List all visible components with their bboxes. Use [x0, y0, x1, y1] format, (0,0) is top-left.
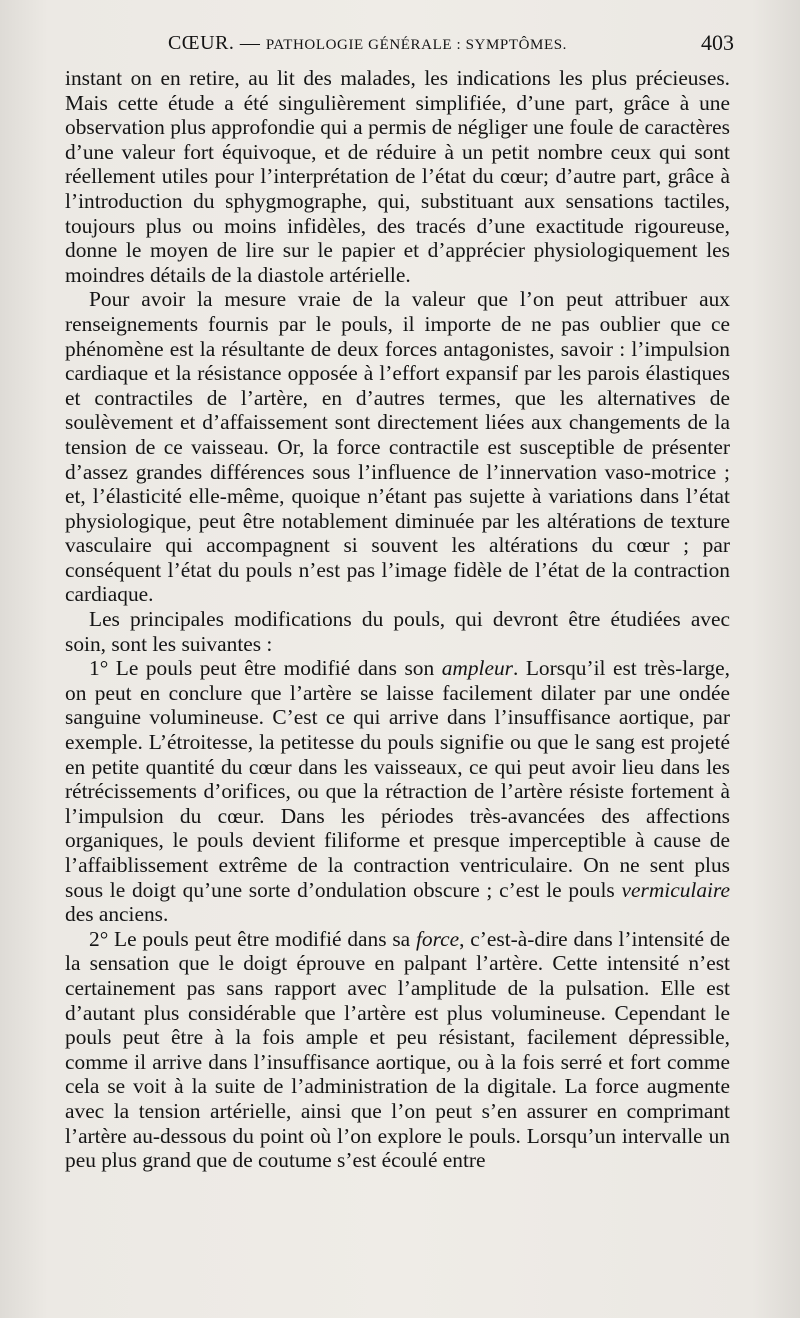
running-title	[65, 32, 670, 55]
paragraph-p1	[65, 66, 730, 287]
paragraph-p4	[65, 656, 730, 927]
paragraph-p2	[65, 287, 730, 607]
italic-term: ampleur	[441, 656, 513, 681]
running-title-separator: —	[234, 32, 266, 54]
paragraph-p3	[65, 607, 730, 656]
italic-term: vermiculaire	[621, 877, 730, 902]
running-title-subtitle: PATHOLOGIE GÉNÉRALE : SYMPTÔMES.	[265, 37, 568, 53]
text-segment: , c’est-à-dire dans l’intensité de la sensation que le doigt éprouve en palpant l’artère. Cette intensité n’est certainement pas sans rapport avec l’amplitude de la pulsation. Elle est d’autant plus considérable que l’artère est plus volumineuse. Cependant le pouls peut être à la fois ample et peu résistant, facilement dépressible, comme il arrive dans l’insuffisance aortique, ou à la fois serré et fort comme cela se voit à la suite de l’administration de la digitale. La force augmente avec la tension artérielle, ainsi que l’on peut s’en assurer en comprimant l’artère au-dessous du point où l’on explore le pouls. Lorsqu’un intervalle un peu plus grand que de coutume s’est écoulé entre	[65, 926, 731, 1173]
text-segment: instant on en retire, au lit des malades, les indications les plus précieuses. Mais cette étude a été singulièrement simplifiée, d’une part, grâce à une observation plus approfondie qui a permis de négliger une foule de caractères d’une valeur fort équivoque, et de réduire à un petit nombre ceux qui sont réellement utiles pour l’interprétation de l’état du cœur; d’autre part, grâce à l’introduction du sphygmographe, qui, substituant aux sensations tactiles, toujours plus ou moins infidèles, des tracés d’une exactitude rigoureuse, donne le moyen de lire sur le papier et d’apprécier physiologiquement les moindres détails de la diastole artérielle.	[65, 66, 730, 287]
text-segment: Les principales modifications du pouls, qui devront être étudiées avec soin, sont les suivantes :	[65, 607, 730, 656]
page-number: 403	[701, 30, 734, 55]
italic-term: force	[415, 926, 460, 951]
body-text	[65, 66, 730, 1173]
running-header	[65, 26, 734, 66]
text-segment: 2° Le pouls peut être modifié dans sa	[89, 926, 416, 951]
text-segment: . Lorsqu’il est très-large, on peut en conclure que l’artère se laisse facilement dilater par une ondée sanguine volumineuse. C’est ce qui arrive dans l’insuffisance aortique, par exemple. L’étroitesse, la petitesse du pouls signifie ou que le sang est projeté en petite quantité du cœur dans les vaisseaux, ce qui peut avoir lieu dans les rétrécissements d’orifices, ou que la rétraction de l’artère résiste fortement à l’impulsion du cœur. Dans les périodes très-avancées des affections organiques, le pouls devient filiforme et presque imperceptible à cause de l’affaiblissement extrême de la contraction ventriculaire. On ne sent plus sous le doigt qu’une sorte d’ondulation obscure ; c’est le pouls	[65, 656, 730, 902]
paragraph-p5	[65, 927, 730, 1173]
text-segment: 1° Le pouls peut être modifié dans son	[89, 656, 442, 681]
text-segment: des anciens.	[65, 902, 169, 927]
text-segment: Pour avoir la mesure vraie de la valeur que l’on peut attribuer aux renseignements fournis par le pouls, il importe de ne pas oublier que ce phénomène est la résultante de deux forces antagonistes, savoir : l’impulsion cardiaque et la résistance opposée à l’effort expansif par les parois élastiques et contractiles de l’artère, en d’autres termes, que les alternatives de soulèvement et d’affaissement sont directement liées aux changements de la tension de ce vaisseau. Or, la force contractile est susceptible de présenter d’assez grandes différences sous l’influence de l’innervation vaso-motrice ; et, l’élasticité elle-même, quoique n’étant pas sujette à variations dans l’état physiologique, peut être notablement diminuée par les altérations de texture vasculaire qui accompagnent si souvent les altérations du cœur ; par conséquent l’état du pouls n’est pas l’image fidèle de l’état de la contraction cardiaque.	[65, 287, 730, 607]
running-title-main: CŒUR.	[167, 32, 235, 54]
